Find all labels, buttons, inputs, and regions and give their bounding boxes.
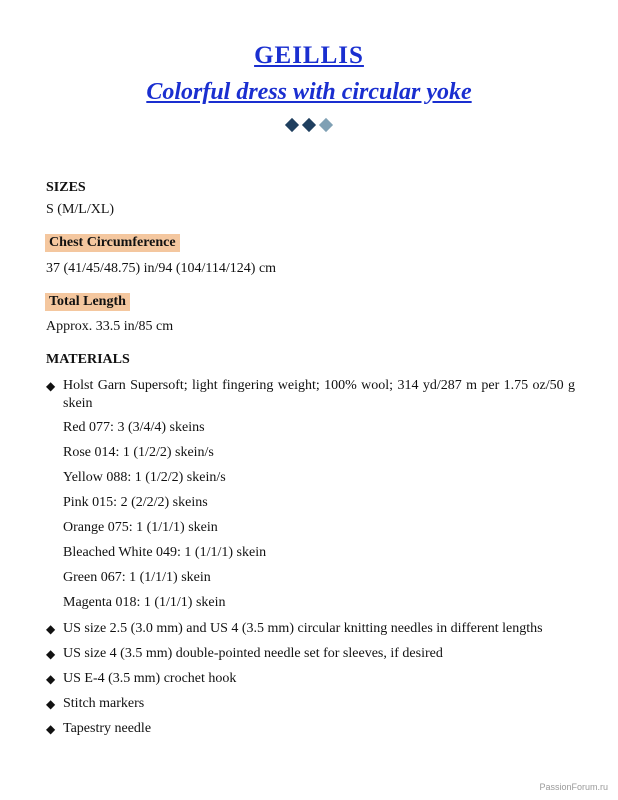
diamond-bullet-icon: ◆: [46, 722, 56, 736]
yarn-color-item: Orange 075: 1 (1/1/1) skein: [63, 520, 218, 535]
material-item-label: US size 4 (3.5 mm) double-pointed needle set for sleeves, if desired: [63, 646, 443, 661]
diamond-icon: [302, 118, 316, 132]
sizes-heading: SIZES: [46, 180, 86, 195]
diamond-icon: [285, 118, 299, 132]
material-item-label: Holst Garn Supersoft; light fingering weight; 100% wool; 314 yd/287 m per 1.75 oz/50 g skein: [63, 378, 575, 411]
material-item-label: Stitch markers: [63, 696, 145, 711]
yarn-color-item: Bleached White 049: 1 (1/1/1) skein: [63, 545, 267, 560]
pattern-title: GEILLIS: [254, 42, 364, 69]
diamond-bullet-icon: ◆: [46, 697, 56, 711]
diamond-bullet-icon: ◆: [46, 647, 56, 661]
diamond-bullet-icon: ◆: [46, 622, 56, 636]
watermark: PassionForum.ru: [539, 782, 608, 792]
materials-heading: MATERIALS: [46, 352, 130, 367]
sizes-value: S (M/L/XL): [46, 202, 115, 217]
yarn-color-item: Pink 015: 2 (2/2/2) skeins: [63, 495, 208, 510]
material-item-label: US E-4 (3.5 mm) crochet hook: [63, 671, 237, 686]
diamond-ornament: [284, 117, 336, 133]
diamond-bullet-icon: ◆: [46, 379, 56, 393]
pattern-subtitle: Colorful dress with circular yoke: [146, 79, 472, 105]
length-value: Approx. 33.5 in/85 cm: [46, 319, 174, 334]
yarn-color-item: Green 067: 1 (1/1/1) skein: [63, 570, 211, 585]
chest-value: 37 (41/45/48.75) in/94 (104/114/124) cm: [46, 261, 277, 276]
diamond-bullet-icon: ◆: [46, 672, 56, 686]
material-item-label: Tapestry needle: [63, 721, 152, 736]
yarn-color-item: Red 077: 3 (3/4/4) skeins: [63, 420, 205, 435]
yarn-color-item: Magenta 018: 1 (1/1/1) skein: [63, 595, 226, 610]
material-item-label: US size 2.5 (3.0 mm) and US 4 (3.5 mm) circular knitting needles in different lengths: [63, 621, 543, 636]
diamond-icon: [319, 118, 333, 132]
yarn-color-item: Rose 014: 1 (1/2/2) skein/s: [63, 445, 214, 460]
yarn-color-item: Yellow 088: 1 (1/2/2) skein/s: [63, 470, 226, 485]
length-label: Total Length: [45, 293, 130, 311]
chest-label: Chest Circumference: [45, 234, 180, 252]
